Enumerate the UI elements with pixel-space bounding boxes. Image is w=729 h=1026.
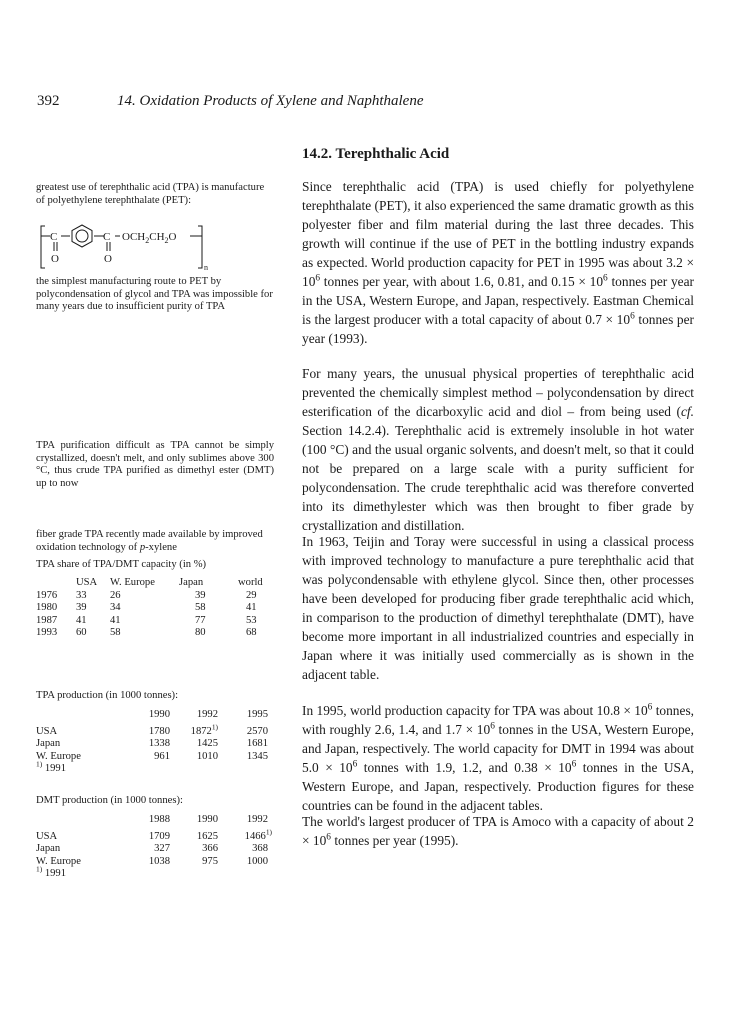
repeat-n: n [204,263,208,272]
dmt-table-caption: DMT production (in 1000 tonnes): [36,795,183,806]
table-row: USA 1709 1625 1466$^{1)}$ [36,827,272,842]
table-footnote: $^{1)}$ 1991 [36,864,67,880]
side-note-fiber-grade: fiber grade TPA recently made available by improved oxidation technology of p-xylene [36,529,263,553]
dmt-table-header: 1988 1990 1992 [148,814,268,825]
col-w-europe: W. Europe [110,577,155,588]
paragraph-properties: For many years, the unusual physical properties of terephthalic acid prevented the chemically simplest method – polycondensation by direct esterification of the dicarboxylic acid and diol – from being used (cf. Section 14.2.4). Terephthalic acid is extremely insoluble in hot water (100 °C) and the usual organic solvents, and doesn't melt, so that it could not be prepared on a large scale with a purity sufficient for polycondensation. The crude terephthalic acid was therefore converted into its dimethylester which was then brought to fiber grade by crystallization and distillation. [302,366,694,533]
share-table-header [36,577,274,590]
paragraph-pet-growth: Since terephthalic acid (TPA) is used chiefly for polyethylene terephthalate (PET), it also experienced the same dramatic growth as this polyester fiber and film material during the last three decades. This growth will continue if the use of PET in the bottling industry expands as expected. World production capacity for PET in 1995 was about $3.2 \times 10^6$ tonnes per year, with about 1.6, 0.81, and $0.15 \times 10^6$ tonnes per year in the USA, Western Europe, and Japan, respectively. Eastman Chemical is the largest producer with a total capacity of about $0.7 \times 10^6$ tonnes per year (1993). [302,179,694,346]
table-row: 1987 41 41 77 53 [36,614,257,626]
footnote-marker: 1) [211,722,218,732]
carbonyl-carbon-left: C [50,231,58,243]
share-table [36,577,274,640]
col-japan: Japan [179,577,204,588]
table-row: Japan 327 366 368 [36,843,268,855]
running-title: 14. Oxidation Products of Xylene and Naphthalene [117,93,424,109]
dmt-production-table [36,814,272,881]
paragraph-capacity: In 1995, world production capacity for TPA was about $10.8 \times 10^6$ tonnes, with roughly 2.6, 1.4, and $1.7 \times 10^6$ tonnes in the USA, Western Europe, and Japan, respectively. The world capacity for DMT in 1994 was about $5.0 \times 10^6$ tonnes with 1.9, 1.2, and $0.38 \times 10^6$ tonnes in the USA, Western Europe, and Japan, respectively. Production figures for these countries can be found in the adjacent tables. [302,702,695,813]
side-note-polycondensation: the simplest manufacturing route to PET by polycondensation of glycol and TPA was impossible for many years due to insufficient purity of TPA [36,276,273,313]
table-footnote: $^{1)}$ 1991 [36,759,67,775]
pet-structure-formula [36,218,276,274]
table-row: 1976 33 26 39 29 [36,589,257,601]
carbonyl-carbon-right: C [103,231,111,243]
table-row: W. Europe 1038 975 1000 [36,855,268,867]
section-title: 14.2. Terephthalic Acid [302,146,450,162]
side-note-pet-use: greatest use of terephthalic acid (TPA) is manufacture of polyethylene terephthalate (PET): [36,182,265,206]
table-row: 1980 39 34 58 41 [36,602,257,614]
carbonyl-oxygen-right: O [104,253,112,265]
paragraph-history: In 1963, Teijin and Toray were successful in using a classical process with improved technology to manufacture a pure terephthalic acid that was polycondensable with ethylene glycol. Since then, other processes have been developed for producing fiber grade terephthalic acid which, in comparison to the production of dimethyl terephthalate (DMT), have become more important in all industrialized countries and especially in Japan where it was initially used commercially as is shown in the adjacent table. [302,534,694,682]
tpa-production-table [36,709,268,776]
table-row: USA 1780 1872$^{1)}$ 2570 [36,722,268,737]
paragraph-amoco: The world's largest producer of TPA is Amoco with a capacity of about $2 \times 10^6$ tonnes per year (1995). [302,814,694,848]
carbonyl-oxygen-left: O [51,253,59,265]
tpa-table-header: 1990 1992 1995 [148,709,268,720]
right-bracket [198,226,202,268]
share-table-caption: TPA share of TPA/DMT capacity (in %) [36,559,207,570]
page-number: 392 [37,93,60,109]
tpa-table-caption: TPA production (in 1000 tonnes): [36,690,179,701]
col-usa: USA [76,577,98,588]
benzene-ring [72,225,92,247]
table-row: 1993 60 58 80 68 [36,627,257,639]
table-row: Japan 1338 1425 1681 [36,738,268,750]
side-note-purification: TPA purification difficult as TPA cannot be simply crystallized, doesn't melt, and only sublimes above 300 °C, thus crude TPA purified as dimethyl ester (DMT) up to now [36,440,274,489]
glycol-chain: $OCH_2CH_2O$ [122,231,177,245]
left-bracket [41,226,45,268]
table-row: W. Europe 961 1010 1345 [36,750,268,762]
footnote-marker: 1) [265,827,272,837]
col-world: world [238,577,263,588]
